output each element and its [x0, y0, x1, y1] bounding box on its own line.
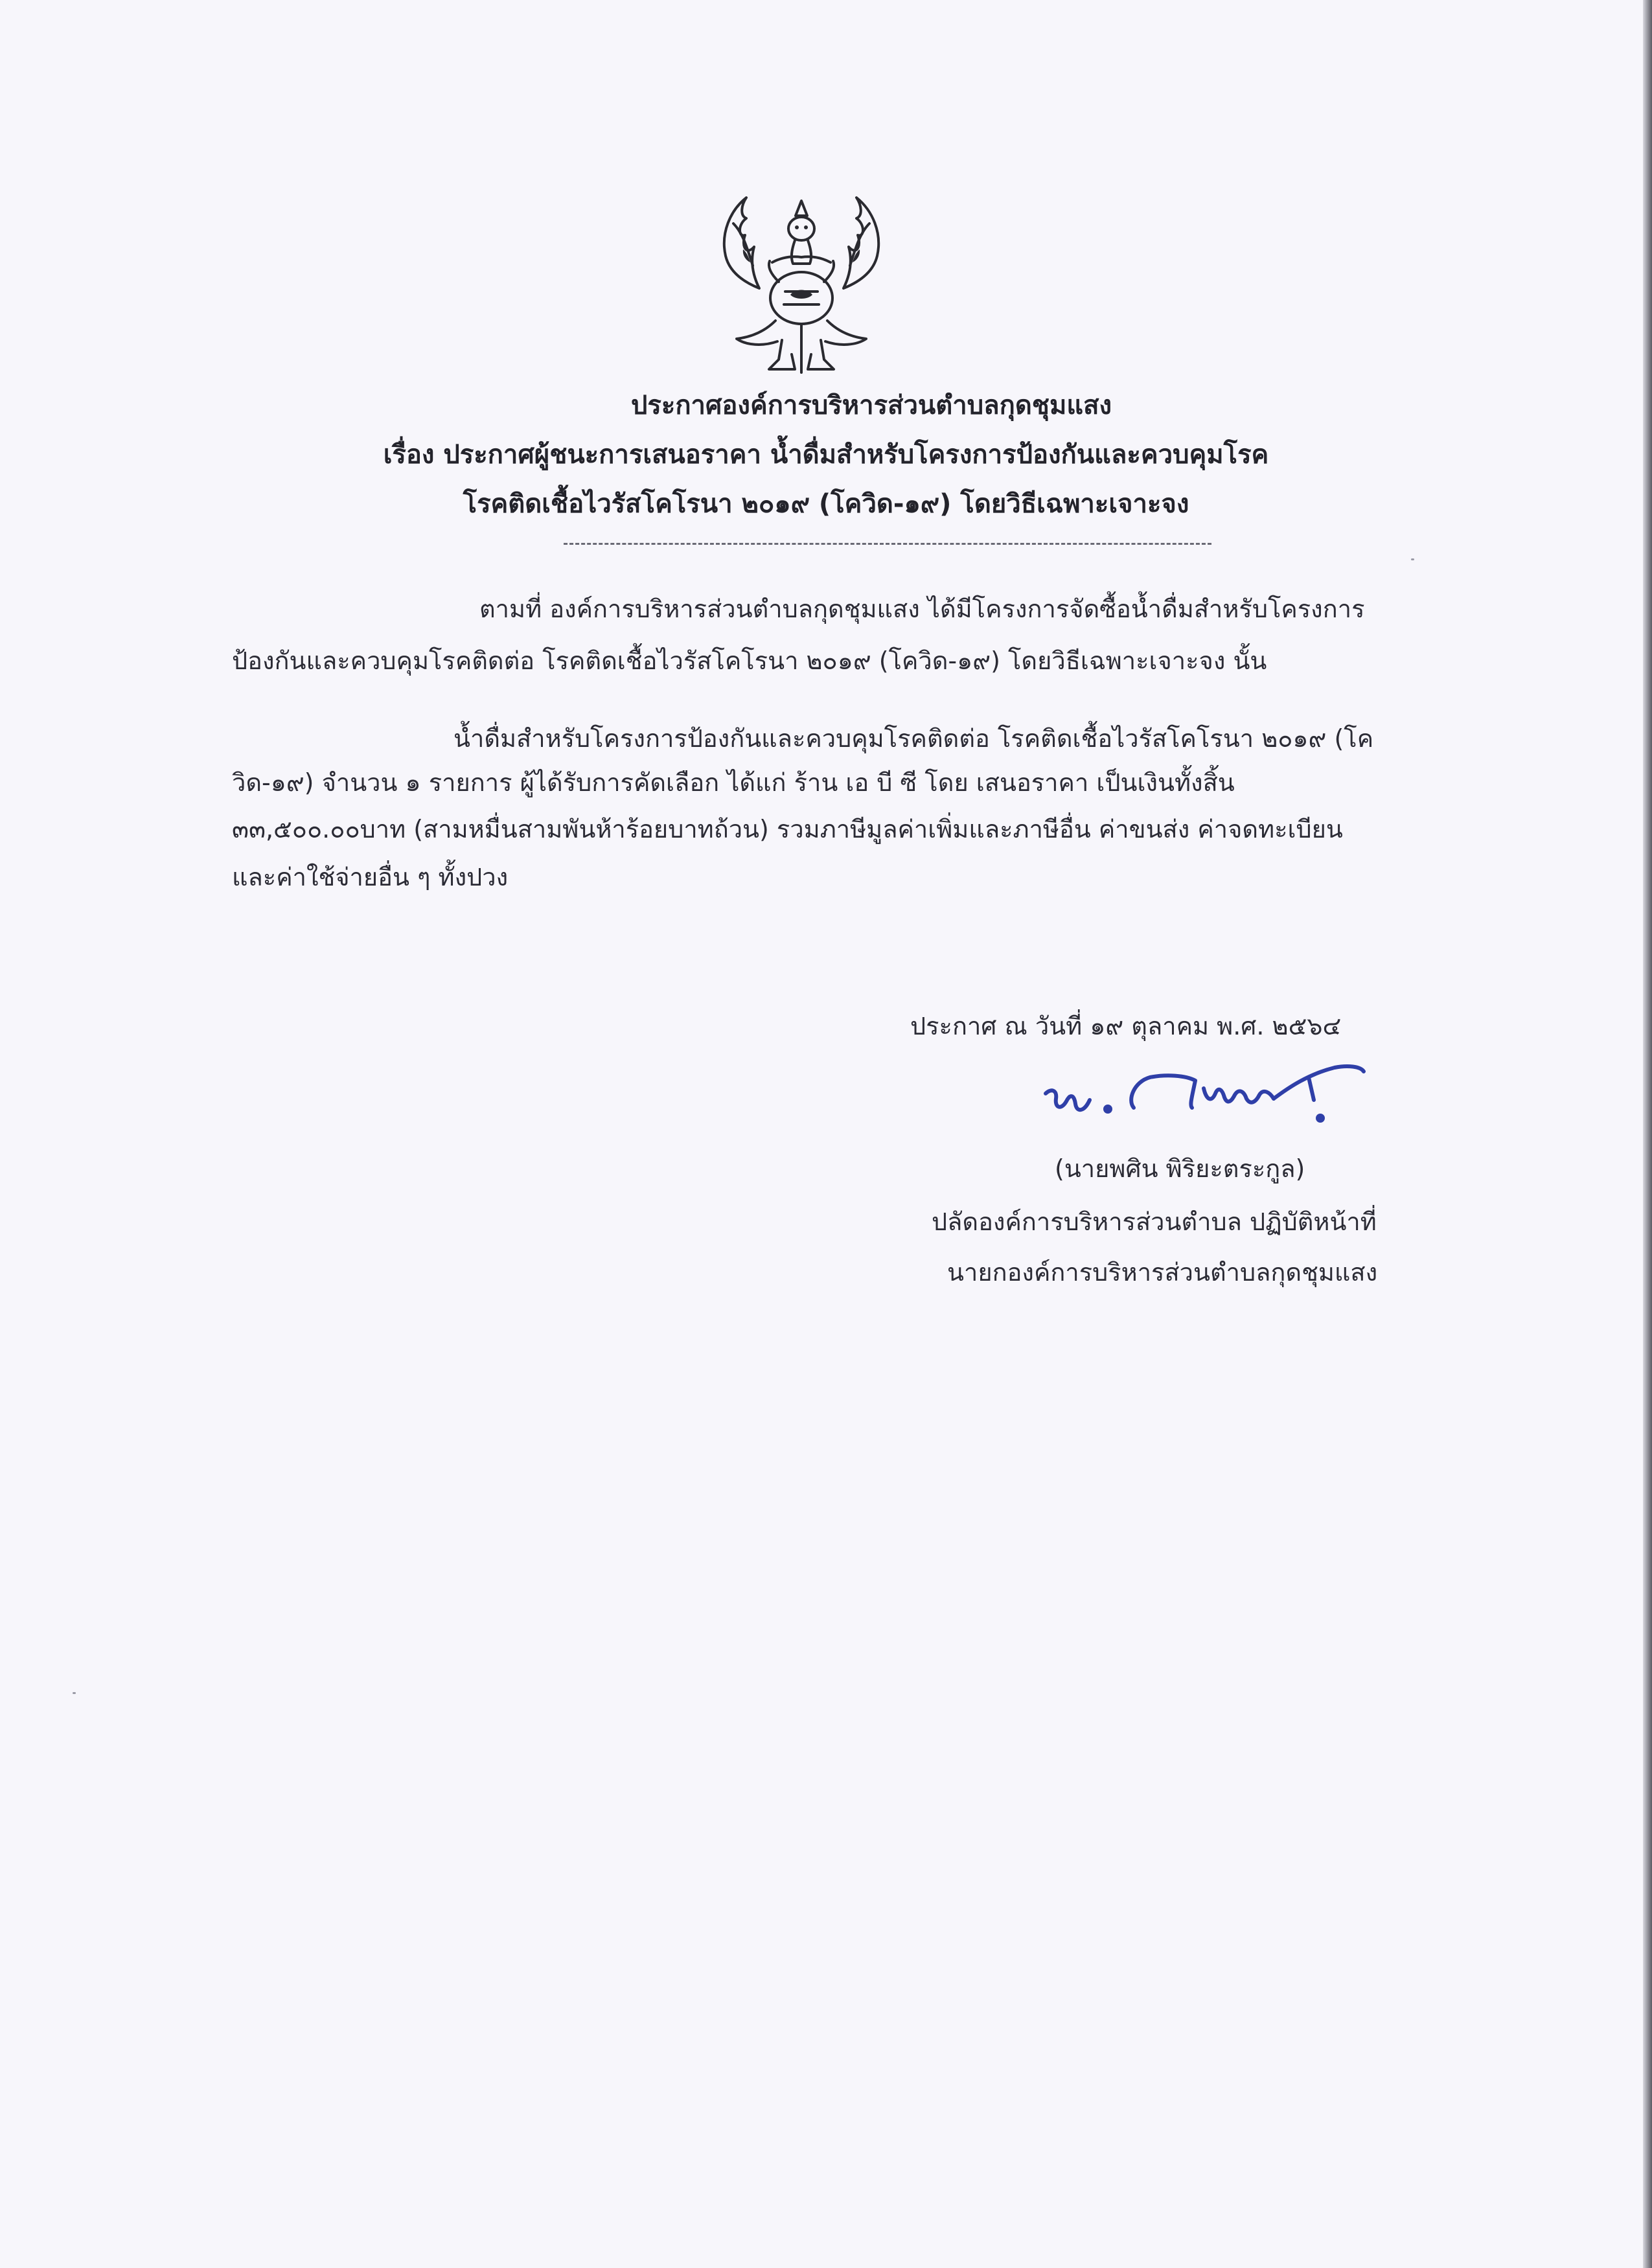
signer-position-line1: ปลัดองค์การบริหารส่วนตำบล ปฏิบัติหน้าที่ [932, 1208, 1377, 1236]
announce-date: ประกาศ ณ วันที่ ๑๙ ตุลาคม พ.ศ. ๒๕๖๔ [910, 1012, 1342, 1040]
paragraph1-line2: ป้องกันและควบคุมโรคติดต่อ โรคติดเชื้อไวรัสโคโรนา ๒๐๑๙ (โควิด-๑๙) โดยวิธีเฉพาะเจาะจง นั้น [232, 647, 1267, 675]
paragraph2-line1: น้ำดื่มสำหรับโครงการป้องกันและควบคุมโรคติดต่อ โรคติดเชื้อไวรัสโคโรนา ๒๐๑๙ (โค [453, 724, 1374, 753]
paragraph2-line3: ๓๓,๕๐๐.๐๐บาท (สามหมื่นสามพันห้าร้อยบาทถ้วน) รวมภาษีมูลค่าเพิ่มและภาษีอื่น ค่าขนส่ง ค่าจดทะเบียน [232, 815, 1343, 843]
document-title: ประกาศองค์การบริหารส่วนตำบลกุดชุมแสง [630, 391, 1112, 420]
scan-edge [1643, 0, 1652, 2268]
scan-speck [73, 1692, 76, 1694]
paragraph1-line1: ตามที่ องค์การบริหารส่วนตำบลกุดชุมแสง ได้มีโครงการจัดซื้อน้ำดื่มสำหรับโครงการ [479, 595, 1365, 623]
garuda-emblem-icon [707, 185, 895, 379]
scan-speck [1411, 558, 1414, 560]
paragraph2-line4: และค่าใช้จ่ายอื่น ๆ ทั้งปวง [232, 863, 509, 891]
document-subject-line1: เรื่อง ประกาศผู้ชนะการเสนอราคา น้ำดื่มสำหรับโครงการป้องกันและควบคุมโรค [383, 440, 1269, 470]
signature-icon [1037, 1048, 1373, 1139]
document-subject-line2: โรคติดเชื้อไวรัสโคโรนา ๒๐๑๙ (โควิด-๑๙) โดยวิธีเฉพาะเจาะจง [463, 489, 1189, 519]
title-divider [564, 543, 1211, 545]
paragraph2-line2: วิด-๑๙) จำนวน ๑ รายการ ผู้ได้รับการคัดเลือก ได้แก่ ร้าน เอ บี ซี โดย เสนอราคา เป็นเงินทั้งสิ้น [232, 768, 1235, 797]
signer-position-line2: นายกองค์การบริหารส่วนตำบลกุดชุมแสง [947, 1258, 1378, 1287]
signer-name: (นายพศิน พิริยะตระกูล) [1055, 1154, 1305, 1183]
